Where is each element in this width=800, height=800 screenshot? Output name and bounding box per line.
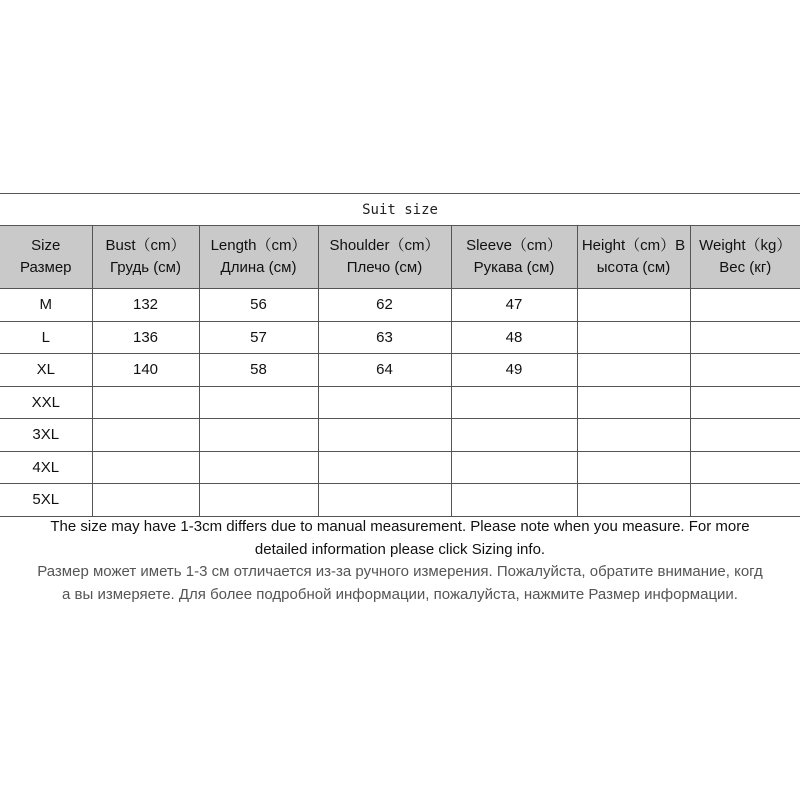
- measurement-cell: [451, 419, 577, 452]
- measurement-cell: [577, 321, 690, 354]
- measurement-cell: [577, 484, 690, 517]
- column-header-line-2: Размер: [19, 259, 72, 276]
- column-header-line-1: Shoulder（cm）: [329, 237, 440, 254]
- measurement-cell: [318, 451, 451, 484]
- measurement-cell: 48: [451, 321, 577, 354]
- table-header-row: [0, 226, 800, 289]
- measurement-cell: [199, 419, 318, 452]
- column-header: [0, 226, 92, 289]
- column-header-line-1: Weight（kg）: [699, 237, 792, 254]
- measurement-cell: [690, 354, 800, 387]
- measurement-cell: [318, 484, 451, 517]
- size-cell: L: [0, 321, 92, 354]
- measurement-cell: 63: [318, 321, 451, 354]
- column-header-line-1: Length（cm）: [210, 237, 307, 254]
- column-header-line-2: Грудь (см): [110, 259, 181, 276]
- column-header: [318, 226, 451, 289]
- table-row: [0, 451, 800, 484]
- measurement-cell: [92, 419, 199, 452]
- size-cell: 5XL: [0, 484, 92, 517]
- table-title-row: [0, 194, 800, 226]
- measurement-cell: [577, 386, 690, 419]
- measurement-cell: 56: [199, 289, 318, 322]
- column-header-line-1: Height（cm）В: [581, 237, 686, 254]
- measurement-cell: [690, 321, 800, 354]
- measurement-cell: [451, 386, 577, 419]
- size-cell: M: [0, 289, 92, 322]
- size-cell: 4XL: [0, 451, 92, 484]
- measurement-cell: [690, 419, 800, 452]
- column-header: [92, 226, 199, 289]
- measurement-cell: 49: [451, 354, 577, 387]
- column-header: [451, 226, 577, 289]
- measurement-cell: [577, 419, 690, 452]
- measurement-cell: [318, 386, 451, 419]
- measurement-cell: [577, 451, 690, 484]
- measurement-cell: [199, 484, 318, 517]
- note-english-line-1: The size may have 1-3cm differs due to manual measurement. Please note when you measure. For more: [50, 518, 750, 535]
- measurement-cell: [451, 451, 577, 484]
- measurement-cell: [690, 451, 800, 484]
- size-cell: XL: [0, 354, 92, 387]
- measurement-cell: [92, 451, 199, 484]
- column-header: [577, 226, 690, 289]
- size-chart-table: [0, 193, 800, 517]
- measurement-cell: [577, 354, 690, 387]
- measurement-cell: [318, 419, 451, 452]
- column-header-line-2: Вес (кг): [719, 259, 772, 276]
- measurement-cell: 58: [199, 354, 318, 387]
- measurement-cell: [577, 289, 690, 322]
- measurement-cell: [92, 484, 199, 517]
- table-row: [0, 321, 800, 354]
- table-row: [0, 386, 800, 419]
- column-header-line-2: ысота (см): [596, 259, 671, 276]
- measurement-cell: 136: [92, 321, 199, 354]
- measurement-cell: [199, 451, 318, 484]
- column-header-line-2: Длина (см): [220, 259, 297, 276]
- column-header: [199, 226, 318, 289]
- measurement-cell: [199, 386, 318, 419]
- measurement-cell: 64: [318, 354, 451, 387]
- column-header-line-1: Bust（cm）: [105, 237, 186, 254]
- note-english: [0, 515, 800, 561]
- measurement-cell: [690, 289, 800, 322]
- table-row: [0, 484, 800, 517]
- note-russian: [0, 560, 800, 606]
- table-row: [0, 354, 800, 387]
- measurement-cell: 47: [451, 289, 577, 322]
- column-header-line-2: Плечо (см): [346, 259, 423, 276]
- note-english-line-2: detailed information please click Sizing info.: [254, 541, 546, 558]
- column-header-line-2: Рукава (см): [473, 259, 555, 276]
- note-russian-line-2: а вы измеряете. Для более подробной информации, пожалуйста, нажмите Размер информации.: [62, 586, 738, 603]
- measurement-cell: [92, 386, 199, 419]
- size-cell: XXL: [0, 386, 92, 419]
- table-row: [0, 289, 800, 322]
- measurement-cell: 62: [318, 289, 451, 322]
- table-title: Suit size: [0, 194, 800, 226]
- measurement-cell: 140: [92, 354, 199, 387]
- column-header-line-1: Size: [31, 237, 61, 254]
- measurement-cell: [690, 386, 800, 419]
- column-header: [690, 226, 800, 289]
- note-russian-line-1: Размер может иметь 1-3 см отличается из-за ручного измерения. Пожалуйста, обратите внимание, когд: [37, 563, 763, 580]
- size-cell: 3XL: [0, 419, 92, 452]
- measurement-cell: [451, 484, 577, 517]
- table-row: [0, 419, 800, 452]
- column-header-line-1: Sleeve（cm）: [466, 237, 562, 254]
- measurement-cell: 132: [92, 289, 199, 322]
- measurement-cell: [690, 484, 800, 517]
- measurement-cell: 57: [199, 321, 318, 354]
